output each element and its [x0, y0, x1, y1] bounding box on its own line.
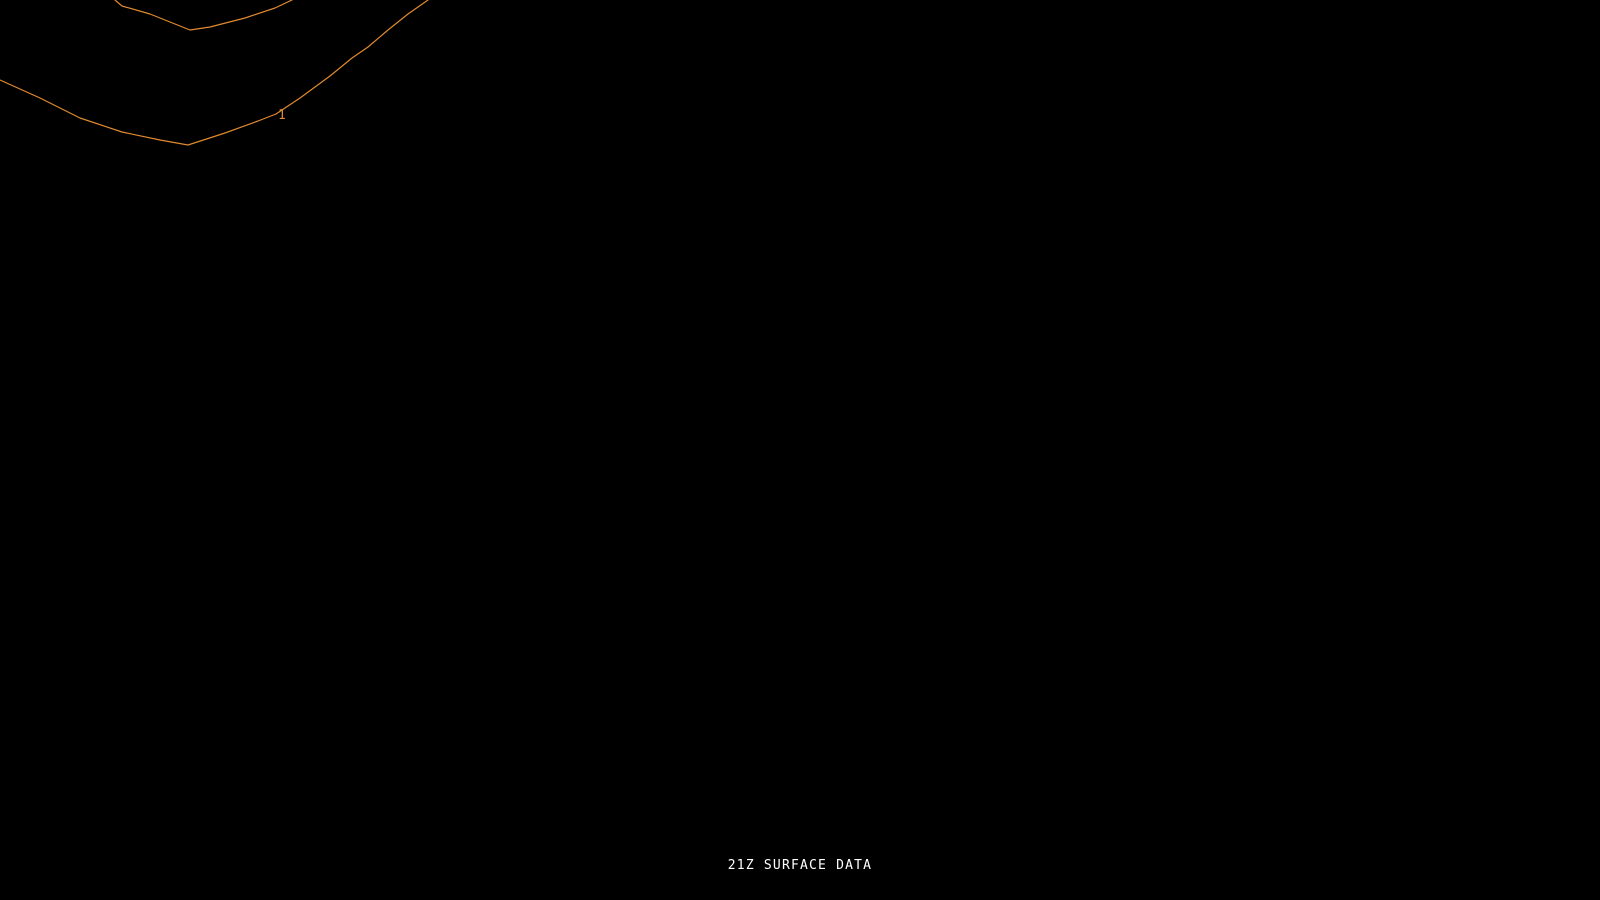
contour-labels: [278, 108, 286, 123]
caption-text: 21Z SURFACE DATA: [727, 858, 873, 873]
contour-value-label: 1: [278, 108, 286, 123]
